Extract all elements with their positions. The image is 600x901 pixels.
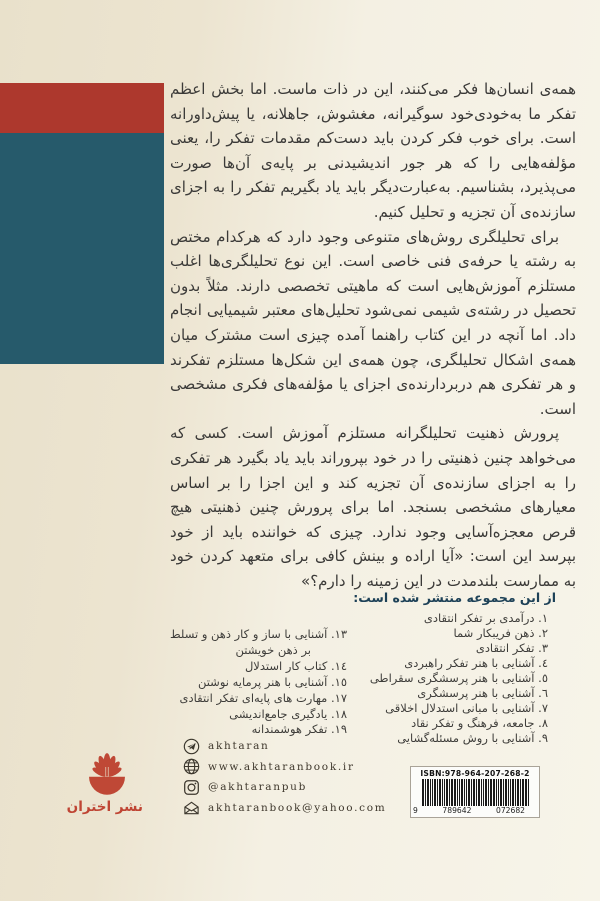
book-item: ۱٥. آشنایی با هنر پرمایه نوشتن bbox=[197, 674, 347, 689]
book-item: ۱۸. یادگیری جامع‌اندیشی bbox=[229, 706, 347, 721]
publisher-name: نشر اختران bbox=[66, 799, 143, 815]
book-item: ٤. آشنایی با هنر تفکر راهبردی bbox=[404, 656, 548, 670]
book-item: ۱۷. مهارت های پایه‌ای تفکر انتقادی bbox=[179, 690, 347, 705]
book-item-continuation: بر ذهن خویشتن bbox=[235, 642, 311, 657]
social-row-website bbox=[183, 757, 386, 778]
social-handle: akhtaran bbox=[208, 740, 270, 753]
barcode bbox=[410, 766, 540, 818]
book-list-left bbox=[152, 627, 347, 738]
social-row-telegram bbox=[183, 736, 386, 757]
book-item: ۷. آشنایی با مبانی استدلال اخلاقی bbox=[385, 701, 548, 715]
social-links bbox=[183, 736, 386, 818]
accent-teal-band bbox=[0, 133, 164, 364]
book-item: ۱۳. آشنایی با ساز و کار ذهن و تسلط bbox=[169, 627, 347, 641]
paragraph-2: برای تحلیلگری روش‌های متنوعی وجود دارد که هرکدام مختص به رشته یا حرفه‌ی فنی خاصی است. این نوع تحلیلگری‌ها اغلب مستلزم آموزش‌هایی است که ماهیتی تخصصی دارند. مثلاً بدون تحصیل در رشته‌ی شیمی نمی‌شود تحلیل‌های معتبر شیمیایی انجام داد. اما آنچه در این کتاب راهنما آمده چیزی است مشترک میان همه‌ی اشکال تحلیلگری، چون همه‌ی این شکل‌ها مستلزم تفکرند و هر تفکری هم دربردارنده‌ی اجزای یا مؤلفه‌های فکری مشخصی است. bbox=[170, 227, 576, 418]
back-cover-text bbox=[170, 77, 576, 593]
social-row-email bbox=[183, 798, 386, 819]
barcode-digit-group: 072682 bbox=[496, 806, 525, 815]
social-handle: @akhtaranpub bbox=[208, 781, 308, 794]
barcode-left-digit: 9 bbox=[413, 806, 418, 815]
social-handle: www.akhtaranbook.ir bbox=[208, 760, 355, 773]
tulip-logo-icon bbox=[84, 749, 130, 798]
book-item: ۸. جامعه، فرهنگ و تفکر نقاد bbox=[411, 716, 548, 730]
accent-red-band bbox=[0, 83, 164, 133]
book-item: ۲. ذهن فریبکار شما bbox=[453, 626, 548, 640]
barcode-isbn-label: ISBN:978-964-207-268-2 bbox=[420, 769, 530, 778]
barcode-digits bbox=[413, 806, 525, 815]
book-item: ۹. آشنایی با روش مسئله‌گشایی bbox=[397, 731, 548, 745]
series-heading: از این مجموعه منتشر شده است: bbox=[353, 590, 556, 605]
paragraph-1: همه‌ی انسان‌ها فکر می‌کنند، این در ذات ماست. اما بخش اعظم تفکر ما به‌خودی‌خود سوگیرانه، مغشوش، جاهلانه، یا پیش‌داورانه است. برای خوب فکر کردن باید دست‌کم مقدمات تفکر را، یعنی مؤلفه‌هایی را که هر جور اندیشیدنی بر پایه‌ی آن‌ها صورت می‌پذیرد، بشناسیم. به‌عبارت‌دیگر باید یاد بگیریم تفکر را به اجزای سازنده‌ی آن تجزیه و تحلیل کنیم. bbox=[170, 80, 576, 221]
book-item: ٥. آشنایی با هنر پرسشگری سقراطی bbox=[369, 671, 548, 685]
publisher-logo bbox=[66, 749, 143, 815]
book-item: ٦. آشنایی با هنر پرسشگری bbox=[417, 686, 548, 700]
social-row-instagram bbox=[183, 777, 386, 798]
barcode-digit-group: 789642 bbox=[442, 806, 472, 815]
book-item: ۳. تفکر انتقادی bbox=[475, 641, 548, 655]
book-item: ۱۹. تفکر هوشمندانه bbox=[251, 722, 347, 737]
email-icon bbox=[183, 799, 200, 816]
telegram-icon bbox=[183, 738, 200, 755]
instagram-icon bbox=[183, 779, 200, 796]
book-item: ۱٤. کتاب کار استدلال bbox=[244, 658, 347, 673]
cover-accent-block bbox=[0, 83, 164, 364]
barcode-bars bbox=[422, 779, 532, 806]
globe-icon bbox=[183, 758, 200, 775]
paragraph-3: پرورش ذهنیت تحلیلگرانه مستلزم آموزش است. کسی که می‌خواهد چنین ذهنیتی را در خود بپروراند باید یاد بگیرد هر تفکری را به اجزای سازنده‌ی آن تجزیه کند و این اجزا را بر اساس معیارهای مشخصی بسنجد. اما برای پرورش چنین ذهنیتی هیچ قرص معجزه‌آسایی وجود ندارد. چیزی که خواننده باید از خود بپرسد این است: «آیا اراده و بینش کافی برای متعهد کردن خود به ممارست بلندمدت در این زمینه را دارم؟» bbox=[170, 424, 576, 590]
social-handle: akhtaranbook@yahoo.com bbox=[208, 801, 387, 814]
book-item: ۱. درآمدی بر تفکر انتقادی bbox=[423, 611, 548, 625]
